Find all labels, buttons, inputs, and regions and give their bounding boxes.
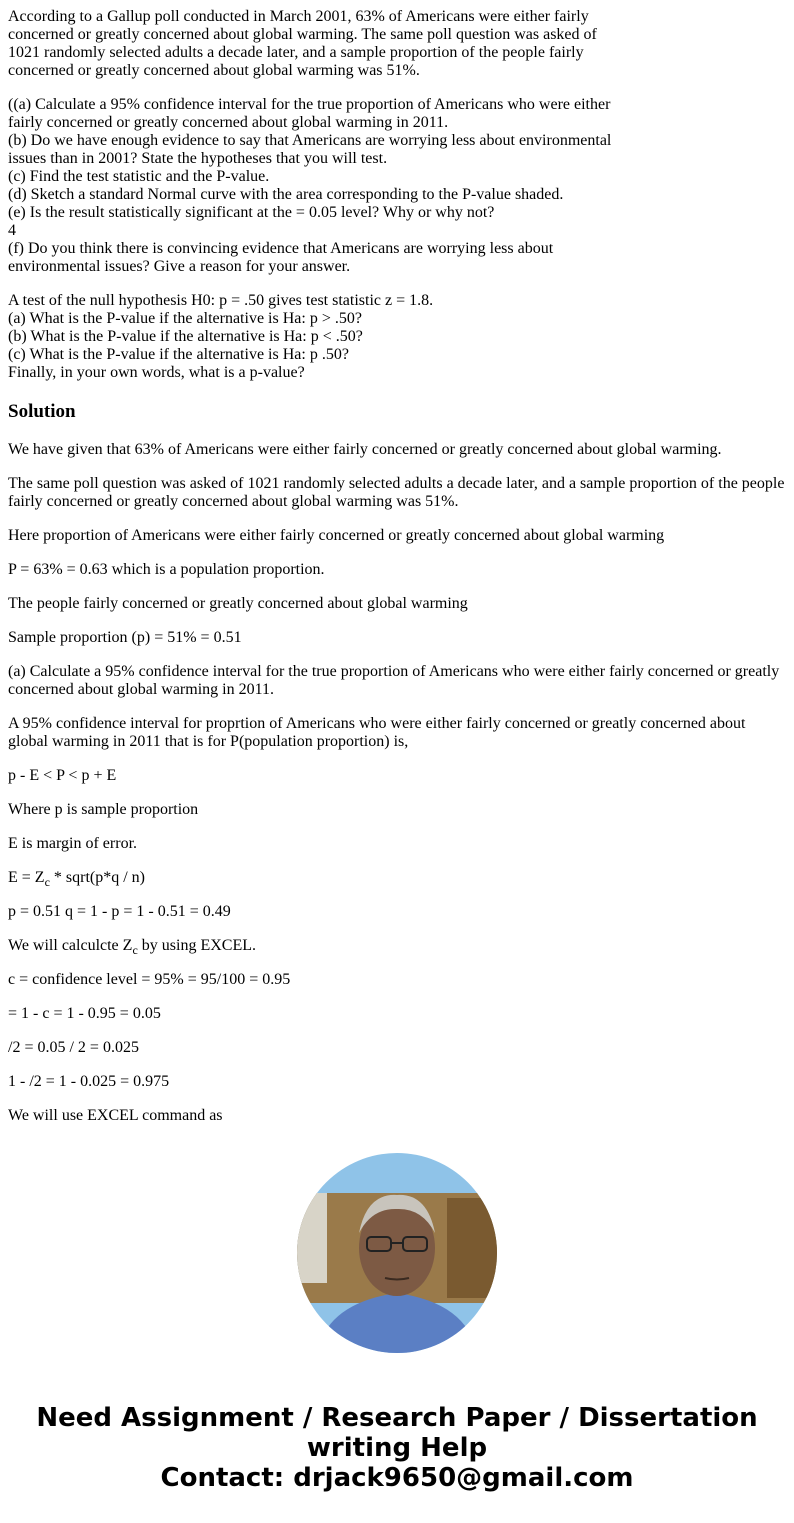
solution-paragraph: The same poll question was asked of 1021 randomly selected adults a decade later, and a sample proportion of the people fairly concerned or greatly concerned about global warming was 51%. bbox=[8, 475, 785, 510]
document-body bbox=[8, 0, 788, 1122]
footer-contact: Contact: drjack9650@gmail.com bbox=[160, 1463, 634, 1493]
footer-line: writing Help bbox=[306, 1433, 488, 1463]
solution-paragraph: E is margin of error. bbox=[8, 835, 138, 852]
footer-line: Need Assignment / Research Paper / Dissertation bbox=[36, 1403, 758, 1433]
question-intro: According to a Gallup poll conducted in March 2001, 63% of Americans were either fairly concerned or greatly concerned about global warming. The same poll question was asked of 1021 randomly selected adults a decade later, and a sample proportion of the people fairly concerned or greatly concerned about global warming was 51%. bbox=[8, 8, 597, 79]
excel-note: We will calculcte $Z_c$ by using EXCEL. bbox=[8, 937, 256, 957]
question-parts: ((a) Calculate a 95% confidence interval for the true proportion of Americans who were either fairly concerned or greatly concerned about global warming in 2011. (b) Do we have enough evidence to say that Americans are worrying less about environmental issues than in 2001? State the hypotheses that you will test. (c) Find the test statistic and the P-value. (d) Sketch a standard Normal curve with the area corresponding to the P-value shaded. (e) Is the result statistically significant at the = 0.05 level? Why or why not? 4 (f) Do you think there is convincing evidence that Americans are worrying less about environmental issues? Give a reason for your answer. bbox=[8, 96, 612, 275]
tutor-avatar bbox=[297, 1153, 497, 1353]
step: 1 - /2 = 1 - 0.025 = 0.975 bbox=[8, 1073, 170, 1090]
step: c = confidence level = 95% = 95/100 = 0.95 bbox=[8, 971, 291, 988]
solution-paragraph: We have given that 63% of Americans were either fairly concerned or greatly concerned about global warming. bbox=[8, 441, 722, 458]
step: /2 = 0.05 / 2 = 0.025 bbox=[8, 1039, 139, 1056]
solution-paragraph: Where p is sample proportion bbox=[8, 801, 199, 818]
margin-of-error-formula: $E = Z_c$ * sqrt(p*q / n) bbox=[8, 869, 146, 889]
solution-paragraph: The people fairly concerned or greatly concerned about global warming bbox=[8, 595, 468, 612]
solution-paragraph: Here proportion of Americans were either fairly concerned or greatly concerned about global warming bbox=[8, 527, 665, 544]
step: We will use EXCEL command as bbox=[8, 1107, 223, 1122]
solution-paragraph: Sample proportion (p) = 51% = 0.51 bbox=[8, 629, 242, 646]
contact-footer bbox=[0, 1403, 794, 1493]
question-second: A test of the null hypothesis H0: p = .50 gives test statistic z = 1.8. (a) What is the P-value if the alternative is Ha: p > .50? (b) What is the P-value if the alternative is Ha: p < .50? (c) What is the P-value if the alternative is Ha: p .50? Finally, in your own words, what is a p-value? bbox=[8, 292, 434, 381]
pq-values: p = 0.51 q = 1 - p = 1 - 0.51 = 0.49 bbox=[8, 903, 231, 920]
solution-paragraph: P = 63% = 0.63 which is a population proportion. bbox=[8, 561, 325, 578]
step: = 1 - c = 1 - 0.95 = 0.05 bbox=[8, 1005, 161, 1022]
solution-paragraph: (a) Calculate a 95% confidence interval for the true proportion of Americans who were either fairly concerned or greatly concerned about global warming in 2011. bbox=[8, 663, 780, 698]
solution-paragraph: A 95% confidence interval for proprtion of Americans who were either fairly concerned or greatly concerned about global warming in 2011 that is for P(population proportion) is, bbox=[8, 715, 746, 750]
solution-heading: Solution bbox=[8, 401, 76, 422]
solution-paragraph: p - E < P < p + E bbox=[8, 767, 117, 784]
